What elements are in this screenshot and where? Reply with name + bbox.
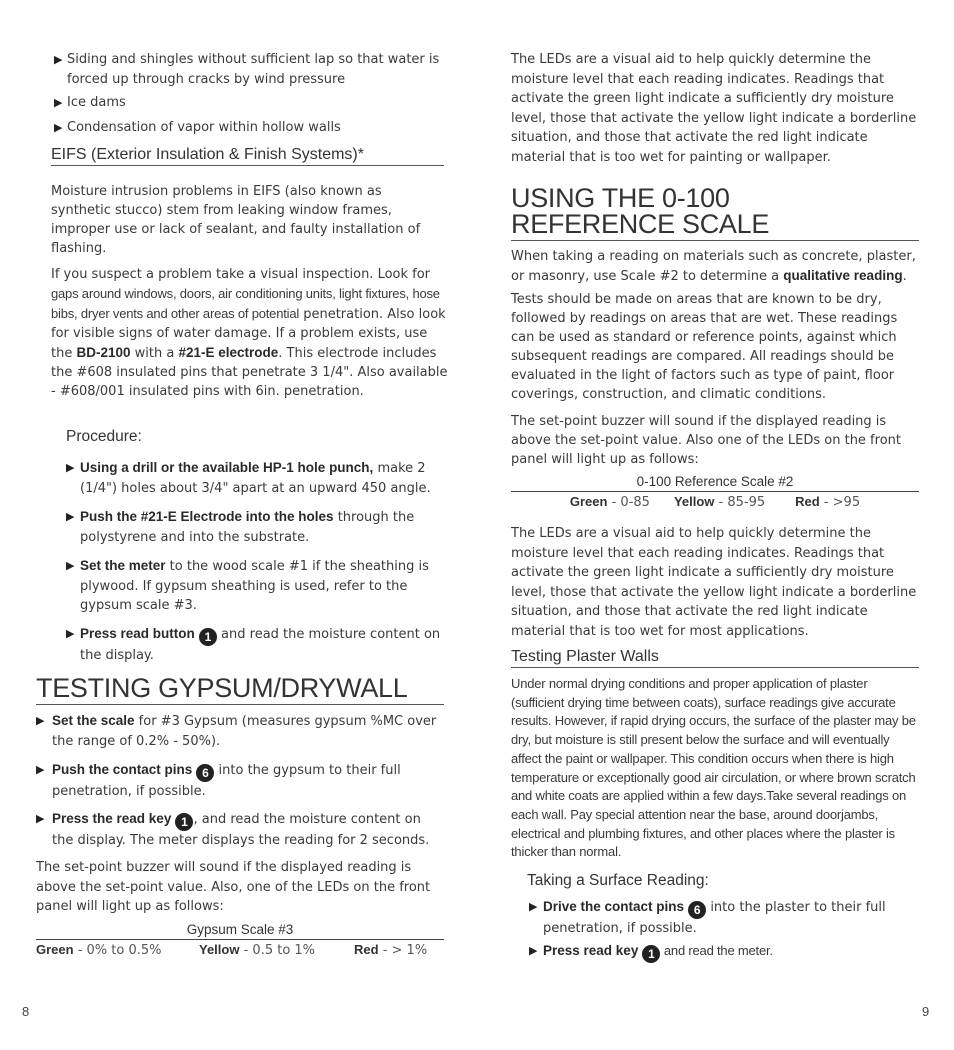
bullet-text: Condensation of vapor within hollow walls <box>67 120 341 135</box>
bullet-text: Siding and shingles without sufficient lap so that water is forced up through cracks by wind pressure <box>67 52 440 87</box>
eifs-p2-part-c: penetration. Also look for visible signs of water damage. If a problem exists, use the <box>51 307 446 361</box>
electrode-model: #21-E electrode <box>178 345 279 360</box>
yellow-label: Yellow <box>199 942 240 957</box>
bullet-siding <box>54 50 446 89</box>
green-range: - 0-85 <box>607 495 650 510</box>
read-key-1-icon: 1 <box>642 945 660 963</box>
leds-paragraph-2: The LEDs are a visual aid to help quickly determine the moisture level that each reading indicates. Readings that activate the green light indicate a sufficiently dry moisture level, those that activate the yellow light indicate a borderline situation, and those that activate the red light indicate material that is too wet for most applications. <box>511 526 917 639</box>
leds-paragraph-1: The LEDs are a visual aid to help quickly determine the moisture level that each reading indicates. Readings that activate the green light indicate a sufficiently dry moisture level, those that activate the yellow light indicate a borderline situation, and those that activate the red light indicate material that is too wet for painting or wallpaper. <box>511 52 917 165</box>
bullet-arrow-icon: ▶ <box>529 944 538 957</box>
gypsum-step-3 <box>36 809 444 851</box>
read-button-1-icon: 1 <box>199 628 217 646</box>
bullet-ice-dams <box>54 93 446 113</box>
eifs-p2-part-d: . This electrode includes the #608 insulated pins that penetrate 3 1/4". Also available - #608/001 insulated pins with 6in. penetration. <box>51 346 448 399</box>
reference-buzzer-text: The set-point buzzer will sound if the displayed reading is above the set-point value. Also one of the LEDs on the front panel will light up as follows: <box>511 414 901 467</box>
bullet-arrow-icon: ▶ <box>54 96 63 109</box>
red-range: - > 1% <box>378 943 428 958</box>
table-title: Gypsum Scale #3 <box>36 922 444 940</box>
step-text: and read the moisture content on the display. <box>80 627 441 663</box>
eifs-p2-with: with a <box>134 346 175 361</box>
table-title: 0-100 Reference Scale #2 <box>511 474 919 492</box>
step-text: for #3 Gypsum (measures gypsum %MC over the range of 0.2% - 50%). <box>52 714 437 749</box>
green-cell <box>36 942 199 958</box>
bullet-arrow-icon: ▶ <box>36 714 45 727</box>
bullet-arrow-icon: ▶ <box>66 510 75 523</box>
ref-p1-text: When taking a reading on materials such as concrete, plaster, or masonry, use Scale #2 to determine a <box>511 249 916 284</box>
step-bold: Set the scale <box>52 713 135 728</box>
bullet-arrow-icon: ▶ <box>54 121 63 134</box>
step-bold: Press read key <box>543 943 639 958</box>
bullet-arrow-icon: ▶ <box>54 53 63 66</box>
bd-2100-model: BD-2100 <box>76 345 131 360</box>
step-bold: Drive the contact pins <box>543 899 685 914</box>
bullet-condensation <box>54 118 446 138</box>
eifs-paragraph-1: Moisture intrusion problems in EIFS (also known as synthetic stucco) stem from leaking window frames, improper use or lack of sealant, and faulty installation of flashing. <box>51 184 421 256</box>
bullet-arrow-icon: ▶ <box>36 812 45 825</box>
red-label: Red <box>354 942 379 957</box>
procedure-step-4 <box>66 624 446 666</box>
bullet-arrow-icon: ▶ <box>66 627 75 640</box>
step-text: to the wood scale #1 if the sheathing is plywood. If gypsum sheathing is used, refer to the gypsum scale #3. <box>80 559 429 613</box>
step-bold: Push the #21-E Electrode into the holes <box>80 509 334 524</box>
ref-p1-end: . <box>902 269 907 284</box>
step-text: into the gypsum to their full penetration, if possible. <box>52 763 401 799</box>
yellow-cell <box>674 494 765 510</box>
eifs-p2-part-a: If you suspect a problem take a visual inspection. Look for <box>51 267 431 282</box>
reference-paragraph-1 <box>511 247 919 286</box>
bullet-arrow-icon: ▶ <box>66 461 75 474</box>
step-text: , and read the moisture content on the display. The meter displays the reading for 2 seconds. <box>52 812 430 848</box>
contact-pins-6-icon: 6 <box>196 764 214 782</box>
surface-step-2 <box>529 941 919 963</box>
table-row <box>36 940 444 958</box>
step-text: make 2 (1/4") holes about 3/4" apart at an upward 450 angle. <box>80 461 431 496</box>
reference-paragraph-2: Tests should be made on areas that are known to be dry, followed by readings on areas that are wet. These readings can be used as standard or reference points, against which subsequent readings are compared. All readings should be evaluated in the light of factors such as type of paint, floor coverings, construction, and climatic conditions. <box>511 292 898 402</box>
red-cell <box>795 494 860 510</box>
gypsum-step-1 <box>36 711 444 751</box>
green-label: Green <box>569 494 608 509</box>
yellow-range: - 0.5 to 1% <box>239 943 316 958</box>
yellow-range: - 85-95 <box>714 495 766 510</box>
step-bold: Set the meter <box>80 558 166 573</box>
red-range: - >95 <box>819 495 861 510</box>
green-cell <box>570 494 650 510</box>
bullet-arrow-icon: ▶ <box>66 559 75 572</box>
surface-reading-heading: Taking a Surface Reading: <box>527 872 709 889</box>
gypsum-scale-table <box>36 922 444 958</box>
step-bold: Press the read key <box>52 811 172 826</box>
step-bold: Using a drill or the available HP-1 hole punch, <box>80 460 374 475</box>
qualitative-reading: qualitative reading <box>783 268 903 283</box>
eifs-heading: EIFS (Exterior Insulation & Finish Systems)* <box>51 146 444 166</box>
green-range: - 0% to 0.5% <box>73 943 162 958</box>
reference-heading-line-2: REFERENCE SCALE <box>511 211 919 241</box>
procedure-step-2 <box>66 507 446 547</box>
green-label: Green <box>36 942 74 957</box>
step-text: into the plaster to their full penetration, if possible. <box>543 900 886 936</box>
plaster-heading: Testing Plaster Walls <box>511 648 919 668</box>
step-text: and read the meter. <box>660 943 773 958</box>
yellow-label: Yellow <box>673 494 715 509</box>
plaster-paragraph: Under normal drying conditions and proper application of plaster (sufficient drying time between coats), surface readings give accurate results. However, if rapid drying occurs, the surface of the plaster may be dry, but moisture is still present below the surface and will eventually affect the paint or wallpaper. This condition occurs when there is high temperature or exceptionally good air circulation, or where brown scratch and white coats are applied within a few days.Take several readings on each wall. Pay special attention near the base, around doorjambs, electrical and plumbing fixtures, and other places where the plaster is thicker than normal. <box>511 676 916 860</box>
eifs-paragraph-2 <box>51 265 451 401</box>
procedure-heading: Procedure: <box>66 428 142 445</box>
step-text: through the polystyrene and into the substrate. <box>80 510 415 545</box>
eifs-p2-part-b: gaps around windows, doors, air conditioning units, light fixtures, hose bibs, dryer vents and other areas of potential <box>51 286 440 321</box>
procedure-step-3 <box>66 556 446 616</box>
bullet-arrow-icon: ▶ <box>529 900 538 913</box>
bullet-arrow-icon: ▶ <box>36 763 45 776</box>
reference-heading-line-1: USING THE 0-100 <box>511 183 730 213</box>
red-label: Red <box>795 494 820 509</box>
gypsum-heading: TESTING GYPSUM/DRYWALL <box>36 675 444 705</box>
gypsum-buzzer-text: The set-point buzzer will sound if the displayed reading is above the set-point value. Also, one of the LEDs on the front panel will light up as follows: <box>36 860 431 914</box>
yellow-cell <box>199 942 354 958</box>
page-number-right: 9 <box>922 1004 930 1019</box>
procedure-step-1 <box>66 458 446 498</box>
step-bold: Press read button <box>80 626 195 641</box>
table-row <box>511 492 919 510</box>
red-cell <box>354 942 427 958</box>
gypsum-step-2 <box>36 760 444 802</box>
page-number-left: 8 <box>22 1004 30 1019</box>
reference-scale-table <box>511 474 919 510</box>
bullet-text: Ice dams <box>67 95 126 110</box>
step-bold: Push the contact pins <box>52 762 193 777</box>
contact-pins-6-icon: 6 <box>688 901 706 919</box>
surface-step-1 <box>529 897 919 939</box>
read-key-1-icon: 1 <box>175 813 193 831</box>
